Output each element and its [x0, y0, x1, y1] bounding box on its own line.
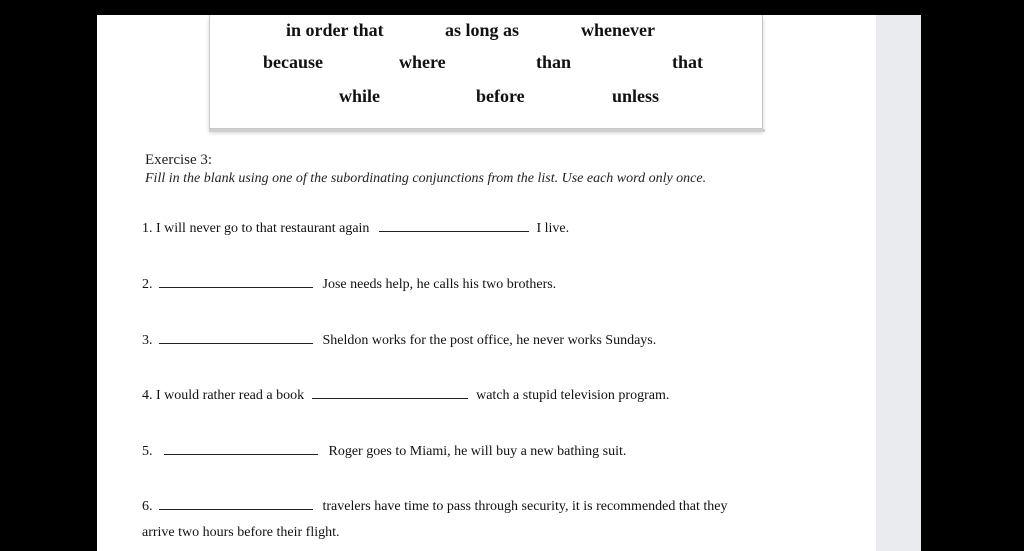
exercise-title: Exercise 3: — [145, 152, 213, 168]
answer-blank[interactable] — [164, 442, 318, 455]
word-that: that — [672, 52, 703, 72]
word-where: where — [399, 52, 446, 72]
word-while: while — [339, 86, 381, 106]
question-number: 1. — [142, 221, 153, 236]
question-5 — [142, 442, 626, 460]
question-1 — [142, 219, 569, 237]
question-number: 2. — [142, 277, 153, 292]
page-margin-strip — [876, 15, 921, 551]
question-4 — [142, 386, 669, 404]
question-text-after: I live. — [536, 221, 570, 236]
word-in-order-that: in order that — [286, 20, 384, 40]
question-number: 5. — [142, 444, 153, 459]
word-because: because — [263, 52, 323, 72]
question-6-continuation: arrive two hours before their flight. — [142, 525, 340, 540]
word-as-long-as: as long as — [445, 20, 520, 40]
question-3 — [142, 331, 656, 349]
word-than: than — [536, 52, 572, 72]
question-6 — [142, 497, 727, 515]
question-text-before: I would rather read a book — [156, 388, 305, 403]
word-whenever: whenever — [581, 20, 655, 40]
word-unless: unless — [612, 86, 660, 106]
word-before: before — [476, 86, 525, 106]
answer-blank[interactable] — [159, 275, 313, 288]
question-text-after: Roger goes to Miami, he will buy a new bathing suit. — [328, 444, 627, 459]
word-box-divider — [209, 129, 765, 132]
question-text-after: watch a stupid television program. — [476, 388, 670, 403]
answer-blank[interactable] — [159, 497, 313, 510]
exercise-instructions: Fill in the blank using one of the subordinating conjunctions from the list. Use each word only once. — [145, 171, 707, 186]
question-text-before: I will never go to that restaurant again — [156, 221, 370, 236]
answer-blank[interactable] — [379, 219, 529, 232]
question-number: 6. — [142, 499, 153, 514]
word-list-box — [209, 15, 763, 129]
question-text-after: travelers have time to pass through security, it is recommended that they — [322, 499, 728, 514]
question-text-after: Sheldon works for the post office, he never works Sundays. — [322, 333, 657, 348]
question-number: 4. — [142, 388, 153, 403]
question-number: 3. — [142, 333, 153, 348]
question-2 — [142, 275, 556, 293]
answer-blank[interactable] — [159, 331, 313, 344]
worksheet-page — [97, 15, 921, 551]
answer-blank[interactable] — [312, 386, 468, 399]
question-text-after: Jose needs help, he calls his two brothers. — [322, 277, 557, 292]
